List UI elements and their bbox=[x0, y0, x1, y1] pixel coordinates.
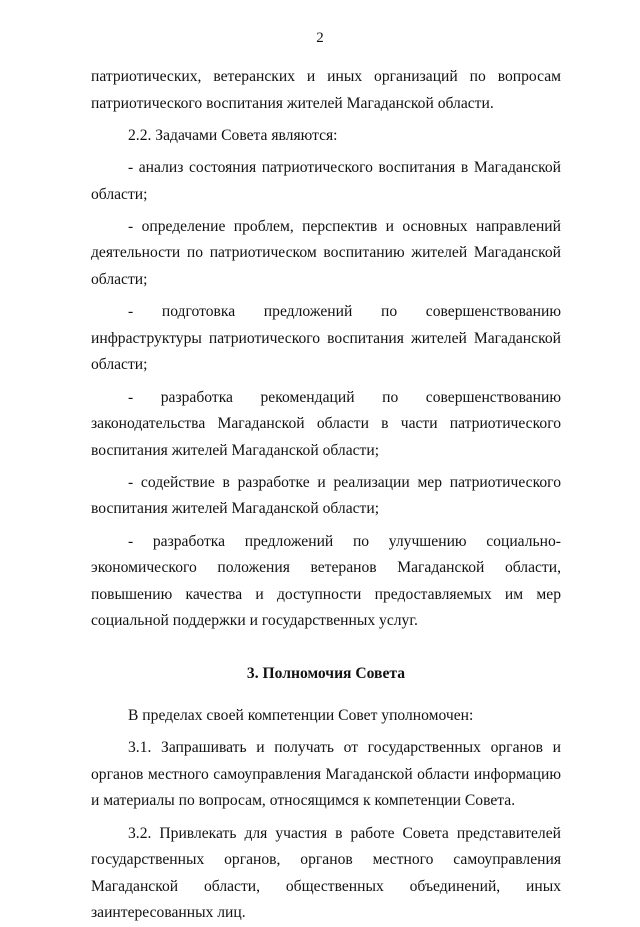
section-title: 3. Полномочия Совета bbox=[246, 665, 406, 683]
paragraph-continuation: патриотических, ветеранских и иных организаций по вопросам патриотического воспитания жителей Магаданской области. bbox=[91, 68, 561, 112]
task-item-first-line bbox=[91, 529, 561, 556]
page-number: 2 bbox=[316, 30, 324, 46]
task-item-last bbox=[91, 529, 561, 635]
paragraph-competence: В пределах своей компетенции Совет уполномочен: bbox=[128, 707, 474, 725]
word: - bbox=[128, 532, 134, 550]
paragraph-tasks-heading: 2.2. Задачами Совета являются: bbox=[128, 126, 338, 144]
word: по bbox=[352, 532, 370, 550]
word: предложений bbox=[244, 532, 334, 550]
paragraph-3-2: 3.2. Привлекать для участия в работе Совета представителей государственных органов, органов местного самоуправления Магаданской области, общественных объединений, иных заинтересованных лиц. bbox=[91, 824, 561, 922]
word: разработка bbox=[152, 532, 226, 550]
word: улучшению bbox=[388, 532, 467, 550]
task-item: - содействие в разработке и реализации мер патриотического воспитания жителей Магаданской области; bbox=[91, 473, 561, 518]
word: социально- bbox=[486, 532, 561, 550]
task-item: - определение проблем, перспектив и основных направлений деятельности по патриотическом воспитанию жителей Магаданской области; bbox=[91, 217, 561, 288]
task-item: - разработка рекомендаций по совершенствованию законодательства Магаданской области в части патриотического воспитания жителей Магаданской области; bbox=[91, 388, 561, 459]
document-body bbox=[91, 64, 561, 927]
paragraph-3-1: 3.1. Запрашивать и получать от государственных органов и органов местного самоуправления Магаданской области информацию и материалы по вопросам, относящимся к компетенции Совета. bbox=[91, 739, 561, 810]
task-item: - анализ состояния патриотического воспитания в Магаданской области; bbox=[91, 158, 561, 203]
task-item: - подготовка предложений по совершенствованию инфраструктуры патриотического воспитания жителей Магаданской области; bbox=[91, 303, 561, 374]
task-item-rest: экономического положения ветеранов Магаданской области, повышению качества и доступности предоставляемых им мер социальной поддержки и государственных услуг. bbox=[91, 559, 561, 630]
